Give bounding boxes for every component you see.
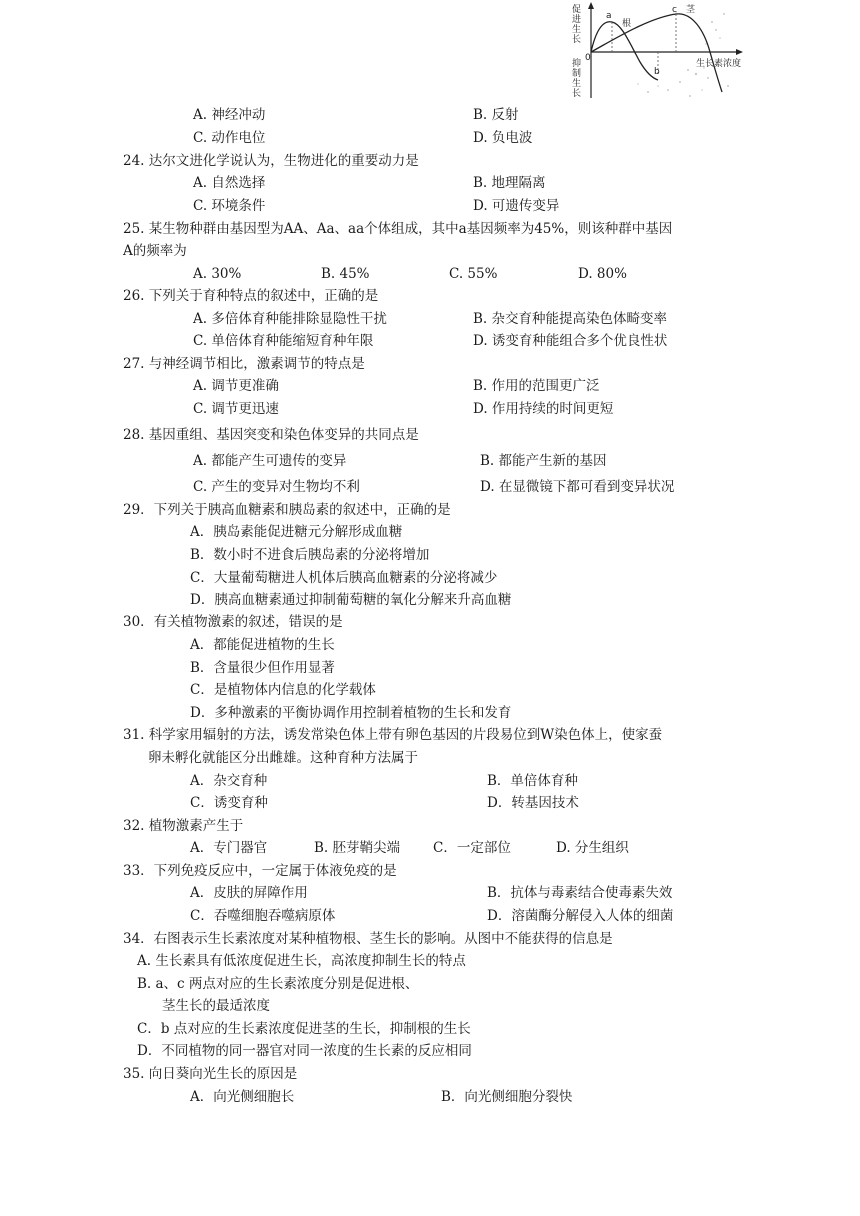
q31-stem-line2: 卵未孵化就能区分出雌雄。这种育种方法属于 — [148, 750, 418, 766]
q32-option-d: D. 分生组织 — [556, 840, 629, 856]
y-label-inhibit-4: 长 — [572, 89, 582, 99]
q28-option-d: D. 在显微镜下都可看到变异状况 — [480, 479, 675, 495]
q25-option-d: D. 80% — [578, 266, 627, 282]
q29-stem: 29．下列关于胰高血糖素和胰岛素的叙述中，正确的是 — [123, 502, 451, 518]
q25-stem-line1: 25. 某生物种群由基因型为AA、Aa、aa个体组成，其中a基因频率为45%，则该种群中基因 — [123, 221, 673, 237]
q33-option-d: D．溶菌酶分解侵入人体的细菌 — [487, 908, 674, 924]
q23-option-c: C. 动作电位 — [193, 130, 266, 146]
auxin-growth-figure — [568, 0, 744, 104]
q30-option-c: C．是植物体内信息的化学载体 — [190, 682, 376, 698]
point-a-label: a — [606, 11, 612, 21]
q24-option-c: C. 环境条件 — [193, 198, 266, 214]
q34-stem: 34．右图表示生长素浓度对某种植物根、茎生长的影响。从图中不能获得的信息是 — [123, 931, 613, 947]
origin-label: 0 — [585, 53, 591, 63]
q23-option-b: B. 反射 — [473, 107, 519, 123]
q23-option-a: A. 神经冲动 — [193, 107, 266, 123]
scan-noise — [637, 11, 729, 97]
q32-stem: 32. 植物激素产生于 — [123, 818, 244, 834]
q27-option-d: D. 作用持续的时间更短 — [473, 401, 614, 417]
y-axis-arrow — [588, 2, 594, 9]
stem-curve — [591, 14, 722, 92]
q34-option-b-line2: 茎生长的最适浓度 — [162, 998, 270, 1014]
q24-stem: 24. 达尔文进化学说认为，生物进化的重要动力是 — [123, 153, 419, 169]
q27-option-c: C. 调节更迅速 — [193, 401, 279, 417]
q28-option-a: A. 都能产生可遗传的变异 — [193, 453, 347, 469]
q25-option-c: C. 55% — [449, 266, 498, 282]
q33-option-c: C．吞噬细胞吞噬病原体 — [190, 908, 336, 924]
q28-option-b: B. 都能产生新的基因 — [480, 453, 607, 469]
q35-stem: 35. 向日葵向光生长的原因是 — [123, 1066, 298, 1082]
q31-option-b: B．单倍体育种 — [487, 773, 578, 789]
q24-option-a: A. 自然选择 — [193, 175, 266, 191]
q25-option-a: A. 30% — [193, 266, 242, 282]
q27-option-a: A. 调节更准确 — [193, 378, 279, 394]
stem-label: 茎 — [686, 5, 696, 15]
y-label-promote-4: 长 — [572, 35, 582, 45]
root-label: 根 — [622, 19, 632, 29]
q24-option-b: B. 地理隔离 — [473, 175, 546, 191]
q32-option-b: B. 胚芽鞘尖端 — [314, 840, 401, 856]
q31-stem-line1: 31. 科学家用辐射的方法，诱发常染色体上带有卵色基因的片段易位到W染色体上，使家蚕 — [123, 727, 663, 743]
point-c-label: c — [672, 5, 677, 15]
q31-option-a: A．杂交育种 — [190, 773, 268, 789]
q32-option-c: C．一定部位 — [433, 840, 511, 856]
q27-option-b: B. 作用的范围更广泛 — [473, 378, 600, 394]
x-axis-arrow — [736, 49, 743, 55]
q29-option-b: B．数小时不进食后胰岛素的分泌将增加 — [190, 547, 430, 563]
q27-stem: 27. 与神经调节相比，激素调节的特点是 — [123, 356, 365, 372]
q33-option-a: A．皮肤的屏障作用 — [190, 885, 308, 901]
q26-option-c: C. 单倍体育种能缩短育种年限 — [193, 333, 374, 349]
q30-stem: 30．有关植物激素的叙述，错误的是 — [123, 614, 343, 630]
q26-stem: 26. 下列关于育种特点的叙述中，正确的是 — [123, 288, 379, 304]
q34-option-d: D．不同植物的同一器官对同一浓度的生长素的反应相同 — [137, 1043, 472, 1059]
q25-stem-line2: A的频率为 — [123, 243, 187, 259]
q30-option-d: D．多种激素的平衡协调作用控制着植物的生长和发育 — [190, 705, 512, 721]
x-axis-label: 生长素浓度 — [696, 59, 742, 69]
q29-option-c: C．大量葡萄糖进人机体后胰高血糖素的分泌将减少 — [190, 570, 498, 586]
y-label-promote-2: 进 — [572, 15, 582, 25]
q29-option-d: D．胰高血糖素通过抑制葡萄糖的氧化分解来升高血糖 — [190, 592, 512, 608]
q31-option-d: D．转基因技术 — [487, 795, 579, 811]
q26-option-b: B. 杂交育种能提高染色体畸变率 — [473, 311, 668, 327]
q30-option-a: A．都能促进植物的生长 — [190, 637, 335, 653]
point-b-label: b — [654, 67, 660, 77]
q25-option-b: B. 45% — [321, 266, 370, 282]
q28-option-c: C. 产生的变异对生物均不利 — [193, 479, 360, 495]
q24-option-d: D. 可遗传变异 — [473, 198, 560, 214]
q31-option-c: C．诱变育种 — [190, 795, 268, 811]
q26-option-a: A. 多倍体育种能排除显隐性干扰 — [193, 311, 387, 327]
q35-option-a: A．向光侧细胞长 — [190, 1089, 295, 1105]
q32-option-a: A．专门器官 — [190, 840, 268, 856]
y-label-inhibit-2: 制 — [572, 69, 582, 79]
y-label-inhibit-1: 抑 — [572, 59, 582, 69]
q28-stem: 28. 基因重组、基因突变和染色体变异的共同点是 — [123, 427, 419, 443]
q30-option-b: B．含量很少但作用显著 — [190, 660, 335, 676]
root-curve — [591, 22, 658, 80]
q33-stem: 33．下列免疫反应中，一定属于体液免疫的是 — [123, 863, 397, 879]
q29-option-a: A．胰岛素能促进糖元分解形成血糖 — [190, 524, 403, 540]
q23-option-d: D. 负电波 — [473, 130, 533, 146]
y-label-promote-3: 生 — [572, 25, 582, 35]
q26-option-d: D. 诱变育种能组合多个优良性状 — [473, 333, 668, 349]
y-label-inhibit-3: 生 — [572, 79, 582, 89]
q34-option-a: A. 生长素具有低浓度促进生长，高浓度抑制生长的特点 — [137, 953, 466, 969]
q34-option-b-line1: B. a、c 两点对应的生长素浓度分别是促进根、 — [137, 976, 419, 992]
auxin-growth-graph — [568, 0, 744, 104]
y-label-promote-1: 促 — [572, 5, 582, 15]
q35-option-b: B．向光侧细胞分裂快 — [441, 1089, 573, 1105]
q34-option-c: C．b 点对应的生长素浓度促进茎的生长，抑制根的生长 — [137, 1021, 471, 1037]
q33-option-b: B．抗体与毒素结合使毒素失效 — [487, 885, 673, 901]
